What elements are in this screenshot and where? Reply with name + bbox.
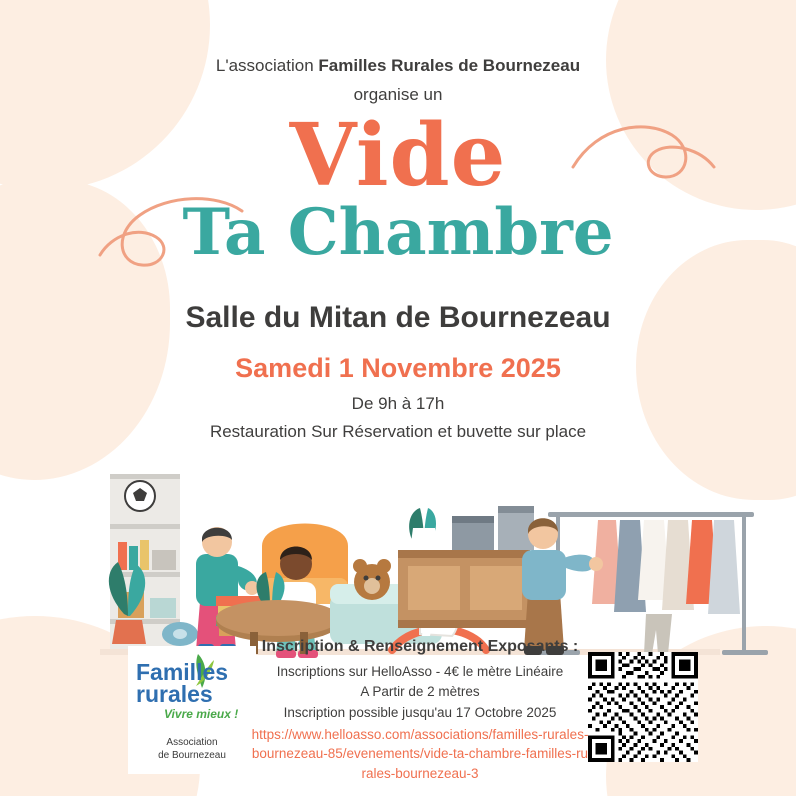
- registration-line-2: A Partir de 2 mètres: [360, 684, 480, 700]
- venue-text: Salle du Mitan de Bournezeau: [185, 301, 611, 334]
- intro-block: [0, 0, 796, 105]
- association-name: Familles Rurales de Bournezeau: [318, 56, 581, 75]
- registration-title: Inscription & Renseignement Exposants :: [261, 638, 579, 655]
- logo-assoc-line2: de Bournezeau: [158, 749, 226, 761]
- logo-association-text: [128, 737, 256, 762]
- footer: [0, 638, 796, 788]
- catering-text: Restauration Sur Réservation et buvette sur place: [209, 422, 587, 441]
- hours-text: De 9h à 17h: [351, 394, 445, 413]
- qr-code[interactable]: [588, 652, 698, 762]
- event-title: [0, 105, 796, 271]
- person-shopper: [522, 518, 603, 655]
- qr-code-graphic: [588, 652, 698, 762]
- registration-line-3: Inscription possible jusqu'au 17 Octobre 2025: [283, 704, 557, 720]
- svg-text:Familles: Familles: [136, 659, 229, 685]
- date-text: Samedi 1 Novembre 2025: [235, 353, 561, 383]
- registration-line-1: Inscriptions sur HelloAsso - 4€ le mètre Linéaire: [276, 664, 564, 679]
- svg-text:Vivre mieux !: Vivre mieux !: [164, 707, 239, 721]
- association-line: [0, 56, 796, 76]
- title-line-vide: Vide: [289, 105, 507, 206]
- association-prefix: L'association: [215, 56, 319, 75]
- svg-text:rurales: rurales: [136, 681, 213, 707]
- logo-assoc-line1: Association: [166, 737, 218, 748]
- clothes-rail: [534, 512, 768, 655]
- registration-url[interactable]: https://www.helloasso.com/associations/familles-rurales-bournezeau-85/evenements/vide-ta-chambre-familles-rurales-bournezeau-3: [251, 726, 589, 781]
- familles-rurales-logo: [128, 646, 256, 774]
- registration-info: [250, 638, 590, 783]
- sideboard: [398, 506, 534, 628]
- logo-graphic: [128, 646, 256, 724]
- organise-line: organise un: [353, 85, 443, 104]
- title-line-ta-chambre: Ta Chambre: [182, 195, 614, 271]
